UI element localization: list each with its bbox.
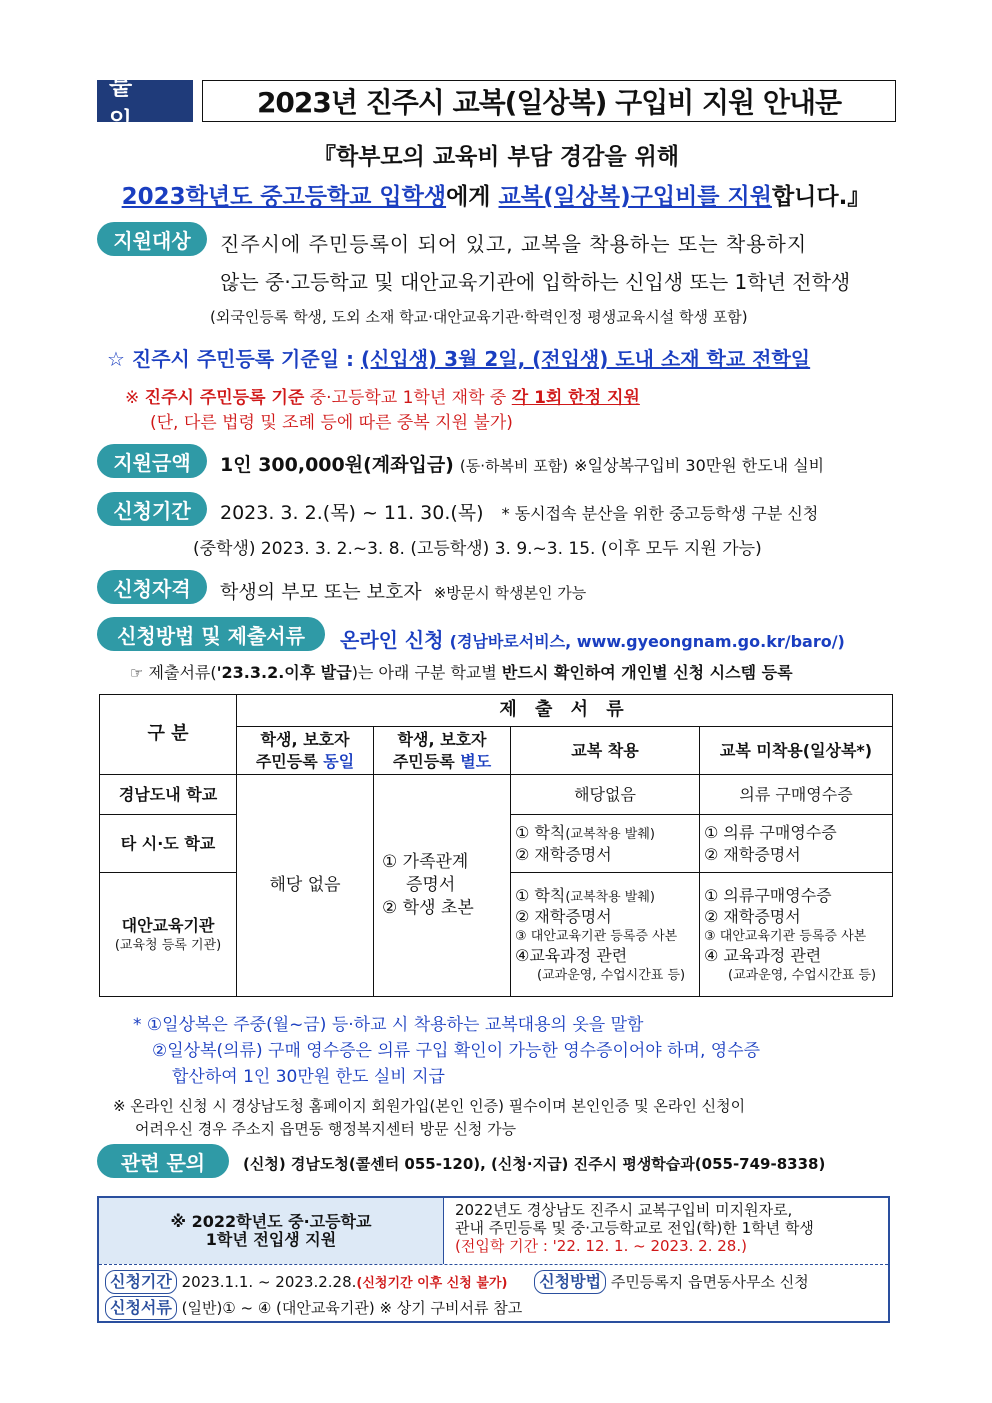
header-same-prefix: 주민등록	[255, 751, 324, 771]
target-line-2: 않는 중·고등학교 및 대안교육기관에 입학하는 신입생 또는 1학년 전학생	[220, 270, 851, 294]
docs-prefix: 제출서류(	[148, 663, 217, 682]
period-note: * 동시접속 분산을 위한 중고등학생 구분 신청	[501, 504, 819, 523]
transfer-period-value: 2023.1.1. ~ 2023.2.28.	[181, 1273, 357, 1291]
label-amount: 지원금액	[97, 444, 207, 478]
r2-uniform	[511, 815, 700, 873]
header-category: 구 분	[100, 695, 237, 775]
r3-u1-main: ① 학칙	[515, 885, 566, 905]
warning-line-2: (단, 다른 법령 및 조례 등에 따른 중복 지원 불가)	[150, 413, 513, 433]
method-site: (경남바로서비스, www.gyeongnam.go.kr/baro/)	[449, 632, 845, 651]
transfer-box-title	[99, 1198, 443, 1264]
header-sep-prefix: 주민등록	[392, 751, 461, 771]
tag-docs: 신청서류	[105, 1296, 177, 1320]
label-contact: 관련 문의	[97, 1144, 229, 1178]
docs-bold: 반드시 확인하여 개인별 신청 시스템 등록	[501, 663, 793, 682]
tag-method: 신청방법	[534, 1270, 606, 1294]
transfer-method-value: 주민등록지 읍면동사무소 신청	[610, 1273, 809, 1291]
r3-non-3: ③ 대안교육기관 등록증 사본	[704, 928, 867, 944]
eligibility-note: ※방문시 학생본인 가능	[433, 584, 587, 602]
r2-non-2: ② 재학증명서	[704, 844, 801, 864]
intro-line-2	[0, 178, 992, 211]
docs-date: '23.3.2.이후 발급	[216, 663, 352, 682]
r3-non-uniform	[700, 873, 893, 997]
method-value: 온라인 신청	[340, 628, 444, 652]
basis-prefix: ☆ 진주시 주민등록 기준일 :	[107, 347, 361, 371]
r3-u1-sub: (교복착용 발췌)	[565, 889, 655, 905]
transfer-period-note: (신청기간 이후 신청 불가)	[356, 1276, 508, 1291]
header-same-line-1: 학생, 보호자	[260, 730, 350, 749]
warning-limit: 각 1회 한정 지원	[511, 388, 640, 408]
r2-u1-sub: (교복착용 발췌)	[565, 827, 655, 843]
r3-non-4: ④ 교육과정 관련	[704, 946, 822, 966]
transfer-detail-1: 2022년도 경상남도 진주시 교복구입비 미지원자로,	[455, 1201, 793, 1219]
r3-uniform-5: (교과운영, 수업시간표 등)	[537, 968, 686, 984]
header-same-address	[237, 727, 374, 775]
r2-non-1: ① 의류 구매영수증	[704, 823, 837, 843]
note-2: ②일상복(의류) 구매 영수증은 의류 구입 확인이 가능한 영수증이어야 하며, 영수증	[152, 1041, 761, 1061]
r3-uniform-1	[515, 885, 695, 907]
transfer-box-details	[455, 1201, 814, 1255]
intro-ending: 합니다.』	[771, 184, 871, 210]
period-line-2: (중학생) 2023. 3. 2.~3. 8. (고등학생) 3. 9.~3. 15. (이후 모두 지원 가능)	[193, 539, 762, 559]
eligibility-value: 학생의 부모 또는 보호자	[220, 581, 422, 603]
warning-mid: 중·고등학교 1학년 재학 중	[304, 388, 512, 408]
transfer-period-row	[105, 1270, 809, 1294]
transfer-title-1: ※ 2022학년도 중·고등학교	[170, 1211, 372, 1231]
header-sep-line-2	[378, 751, 506, 773]
label-target: 지원대상	[97, 222, 207, 256]
box-dashed-divider	[99, 1264, 888, 1265]
row-alternative-institution	[100, 873, 237, 997]
row3-sub: (교육청 등록 기관)	[114, 937, 222, 953]
label-method: 신청방법 및 제출서류	[97, 617, 325, 651]
r3-uniform-3: ③ 대안교육기관 등록증 사본	[515, 928, 678, 944]
transfer-detail-3: (전입학 기간 : '22. 12. 1. ~ 2023. 2. 28.)	[455, 1237, 747, 1255]
note-5: 어려우신 경우 주소지 읍면동 행정복지센터 방문 신청 가능	[135, 1120, 517, 1138]
header-non-uniform: 교복 미착용(일상복*)	[700, 727, 893, 775]
basis-date-line	[107, 343, 810, 372]
intro-support-item: 교복(일상복)구입비를 지원	[498, 184, 772, 210]
row3-name: 대안교육기관	[121, 916, 215, 936]
header-separate-address	[374, 727, 511, 775]
period-value: 2023. 3. 2.(목) ~ 11. 30.(목)	[220, 502, 484, 524]
target-line-1: 진주시에 주민등록이 되어 있고, 교복을 착용하는 또는 착용하지	[220, 232, 808, 256]
r3-non-5: (교과운영, 수업시간표 등)	[728, 968, 877, 984]
r3-non-2: ② 재학증명서	[704, 907, 801, 927]
method-line	[340, 624, 845, 653]
amount-note-1: (동·하복비 포함)	[459, 457, 569, 475]
warning-mark: ※	[125, 388, 145, 408]
attachment-badge: 붙 임	[97, 80, 193, 122]
r2-uniform-1	[515, 822, 695, 844]
r2-non-uniform	[700, 815, 893, 873]
label-period: 신청기간	[97, 492, 207, 526]
warning-line-1	[125, 383, 640, 408]
transfer-title-2: 1학년 전입생 지원	[205, 1230, 337, 1249]
separate-address-docs	[374, 775, 511, 997]
intro-connector: 에게	[446, 184, 499, 210]
transfer-docs-row	[105, 1296, 522, 1320]
header-documents: 제 출 서 류	[237, 695, 893, 727]
amount-note-2: ※일상복구입비 30만원 한도내 실비	[574, 456, 825, 475]
row-gyeongnam-school: 경남도내 학교	[100, 775, 237, 815]
header-uniform: 교복 착용	[511, 727, 700, 775]
r1-uniform: 해당없음	[511, 775, 700, 815]
documents-table	[99, 694, 893, 997]
docs-instruction	[130, 660, 793, 683]
note-1: * ①일상복은 주중(월~금) 등·하교 시 착용하는 교복대용의 옷을 말함	[133, 1015, 644, 1035]
intro-target-students: 2023학년도 중고등학교 입학생	[121, 184, 447, 210]
intro-line-1: 『학부모의 교육비 부담 경감을 위해	[312, 144, 680, 170]
sep-doc-2: ② 학생 초본	[382, 898, 474, 919]
tag-period: 신청기간	[105, 1270, 177, 1294]
transfer-detail-2: 관내 주민등록 및 중·고등학교로 전입(학)한 1학년 학생	[455, 1219, 814, 1237]
amount-line	[220, 450, 824, 477]
header-sep-highlight: 별도	[460, 751, 492, 771]
same-address-value: 해당 없음	[237, 775, 374, 997]
pointing-hand-icon: ☞	[130, 664, 144, 682]
r2-u1-main: ① 학칙	[515, 823, 566, 843]
header-same-highlight: 동일	[323, 751, 355, 771]
note-3: 합산하여 1인 30만원 한도 실비 지급	[172, 1067, 445, 1087]
row-other-province-school: 타 시·도 학교	[100, 815, 237, 873]
contact-value: (신청) 경남도청(콜센터 055-120), (신청·지급) 진주시 평생학습과(055-749-8338)	[243, 1155, 826, 1173]
page-title: 2023년 진주시 교복(일상복) 구입비 지원 안내문	[202, 80, 896, 122]
box-divider	[443, 1198, 444, 1264]
basis-date: (신입생) 3월 2일, (전입생) 도내 소재 학교 전학일	[360, 347, 811, 371]
target-note: (외국인등록 학생, 도외 소재 학교·대안교육기관·학력인정 평생교육시설 학생 포함)	[210, 308, 748, 326]
r3-uniform-2: ② 재학증명서	[515, 907, 612, 927]
note-4: ※ 온라인 신청 시 경상남도청 홈페이지 회원가입(본인 인증) 필수이며 본인인증 및 온라인 신청이	[113, 1097, 746, 1115]
r2-uniform-2: ② 재학증명서	[515, 844, 612, 864]
docs-mid: )는 아래 구분 학교별	[351, 663, 502, 682]
warning-bold: 진주시 주민등록 기준	[144, 388, 305, 408]
r3-uniform-4: ④교육과정 관련	[515, 946, 628, 966]
eligibility-line	[220, 577, 586, 604]
sep-doc-1: ① 가족관계	[382, 852, 469, 873]
r3-non-1: ① 의류구매영수증	[704, 885, 832, 905]
sep-doc-1b: 증명서	[406, 875, 456, 896]
transfer-docs-value: (일반)① ~ ④ (대안교육기관) ※ 상기 구비서류 참고	[181, 1299, 523, 1317]
r3-uniform	[511, 873, 700, 997]
header-sep-line-1: 학생, 보호자	[397, 730, 487, 749]
header-same-line-2	[241, 751, 369, 773]
period-line	[220, 498, 818, 525]
r1-non-uniform: 의류 구매영수증	[700, 775, 893, 815]
label-eligibility: 신청자격	[97, 570, 207, 604]
amount-value: 1인 300,000원(계좌입금)	[220, 454, 454, 476]
